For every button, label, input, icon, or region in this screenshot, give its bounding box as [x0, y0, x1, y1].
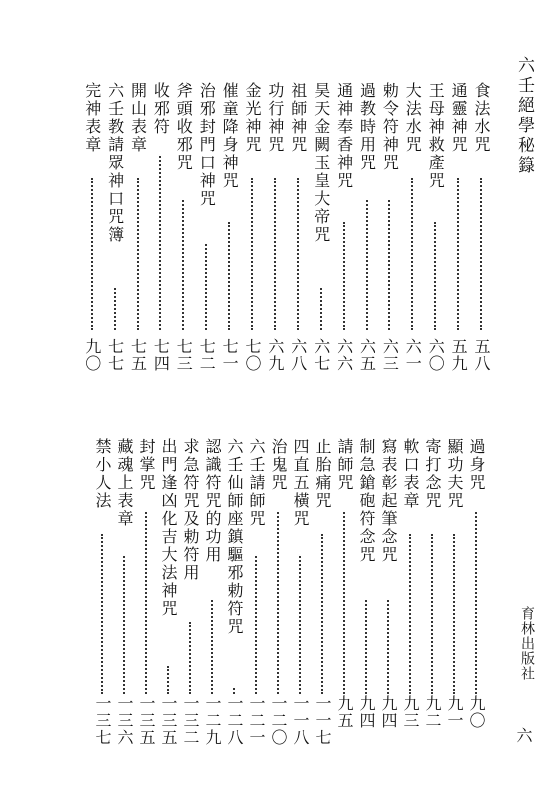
toc-entry-page: 九五 [335, 695, 354, 729]
toc-leader-dots [366, 200, 368, 330]
toc-entry-title: 王母神救產咒 [426, 82, 446, 190]
toc-entry-page: 六九 [265, 338, 285, 372]
toc-entry-page: 九四 [379, 695, 398, 729]
toc-entry-page: 六七 [311, 338, 331, 372]
toc-entry-title: 寫表彰起筆念咒 [379, 438, 398, 564]
toc-leader-dots [343, 512, 345, 694]
toc-entry-title: 藏魂上表章 [115, 438, 134, 528]
toc-entry-title: 顯功夫咒 [445, 438, 464, 510]
page-number: 六 [514, 727, 533, 743]
toc-entry-title: 治鬼咒 [269, 438, 288, 492]
toc-entry-title: 請師咒 [335, 438, 354, 492]
toc-entry-page: 六五 [357, 338, 377, 372]
toc-entry-title: 禁小人法 [93, 438, 112, 510]
toc-entry-title: 勅令符神咒 [380, 82, 400, 172]
toc-entry-page: 六〇 [426, 338, 446, 372]
toc-leader-dots [434, 222, 436, 330]
toc-entry-page: 一三七 [93, 695, 112, 746]
toc-leader-dots [228, 222, 230, 330]
toc-leader-dots [411, 178, 413, 330]
toc-entry-page: 一二九 [203, 695, 222, 746]
toc-entry-title: 功行神咒 [265, 82, 285, 154]
toc-leader-dots [205, 244, 207, 330]
toc-entry-page: 六一 [403, 338, 423, 372]
toc-leader-dots [343, 222, 345, 330]
toc-leader-dots [388, 200, 390, 330]
toc-entry-page: 一二八 [225, 695, 244, 746]
toc-entry-title: 大法水咒 [403, 82, 423, 154]
toc-leader-dots [123, 556, 125, 694]
toc-leader-dots [277, 512, 279, 694]
toc-leader-dots [457, 178, 459, 330]
toc-leader-dots [167, 666, 169, 694]
toc-leader-dots [91, 178, 93, 330]
toc-entry-page: 一一七 [313, 695, 332, 746]
toc-entry-title: 通靈神咒 [449, 82, 469, 154]
toc-leader-dots [299, 556, 301, 694]
toc-entry-title: 過身咒 [467, 438, 486, 492]
toc-entry-page: 一三二 [181, 695, 200, 746]
toc-entry-page: 一一八 [291, 695, 310, 746]
toc-entry-title: 六壬教請眾神口咒簿 [105, 82, 125, 244]
toc-entry-title: 求急符咒及勅符用 [181, 438, 200, 582]
toc-entry-page: 五九 [449, 338, 469, 372]
toc-entry-title: 寄打念咒 [423, 438, 442, 510]
toc-entry-title: 金光神咒 [243, 82, 262, 154]
toc-leader-dots [182, 200, 184, 330]
toc-leader-dots [251, 178, 253, 330]
toc-entry-title: 斧頭收邪咒 [174, 82, 194, 172]
toc-leader-dots [475, 512, 477, 694]
book-title: 六壬絕學秘籙 [514, 56, 534, 176]
toc-entry-page: 九〇 [82, 338, 102, 372]
toc-entry-page: 一二〇 [269, 695, 288, 746]
toc-entry-title: 完神表章 [82, 82, 102, 154]
toc-entry-title: 六壬仙師座鎮驅邪勅符咒 [225, 438, 244, 636]
toc-entry-page: 九〇 [467, 695, 486, 729]
toc-leader-dots [480, 178, 482, 330]
toc-leader-dots [233, 688, 235, 694]
toc-entry-title: 軟口表章 [401, 438, 420, 510]
toc-leader-dots [101, 534, 103, 694]
toc-entry-title: 制急鎗砲符念咒 [357, 438, 376, 564]
toc-leader-dots [453, 534, 455, 694]
toc-leader-dots [431, 534, 433, 694]
toc-entry-page: 九四 [357, 695, 376, 729]
toc-entry-page: 七三 [174, 338, 194, 372]
toc-entry-title: 四直五橫咒 [291, 438, 310, 528]
toc-leader-dots [321, 534, 323, 694]
toc-entry-page: 七二 [197, 338, 217, 372]
toc-leader-dots [255, 556, 257, 694]
toc-entry-title: 出門逢凶化吉大法神咒 [159, 438, 178, 618]
toc-leader-dots [137, 178, 139, 330]
toc-entry-title: 開山表章 [128, 82, 148, 154]
toc-entry-title: 過教時用咒 [357, 82, 377, 172]
toc-leader-dots [320, 288, 322, 330]
toc-entry-title: 治邪封門口神咒 [197, 82, 217, 208]
toc-leader-dots [387, 600, 389, 694]
toc-leader-dots [297, 178, 299, 330]
toc-leader-dots [274, 178, 276, 330]
toc-entry-page: 一二一 [247, 695, 266, 746]
toc-entry-page: 六六 [334, 338, 354, 372]
toc-leader-dots [145, 512, 147, 694]
toc-leader-dots [189, 622, 191, 694]
toc-entry-title: 六壬請師咒 [247, 438, 266, 528]
toc-entry-page: 六三 [380, 338, 400, 372]
toc-entry-page: 七一 [220, 338, 240, 372]
toc-entry-page: 六八 [288, 338, 308, 372]
toc-entry-page: 九三 [401, 695, 420, 729]
toc-entry-page: 五八 [472, 338, 491, 372]
toc-entry-title: 認識符咒的功用 [203, 438, 222, 564]
toc-entry-page: 九一 [445, 695, 464, 729]
toc-entry-title: 止胎痛咒 [313, 438, 332, 510]
toc-entry-title: 收邪符 [151, 82, 171, 136]
toc-leader-dots [159, 156, 161, 330]
toc-entry-title: 封掌咒 [137, 438, 156, 492]
toc-entry-title: 祖師神咒 [288, 82, 308, 154]
toc-entry-title: 通神奉香神咒 [334, 82, 354, 190]
toc-entry-page: 七〇 [243, 338, 262, 372]
toc-leader-dots [114, 288, 116, 330]
toc-entry-page: 一三五 [137, 695, 156, 746]
publisher-name: 育林出版社 [519, 606, 535, 681]
toc-leader-dots [409, 534, 411, 694]
toc-entry-title: 昊天金闕玉皇大帝咒 [311, 82, 331, 244]
toc-entry-page: 九二 [423, 695, 442, 729]
toc-leader-dots [365, 600, 367, 694]
toc-entry-title: 催童降身神咒 [220, 82, 240, 190]
toc-entry-page: 七五 [128, 338, 148, 372]
toc-entry-page: 七七 [105, 338, 125, 372]
toc-entry-page: 一三六 [115, 695, 134, 746]
toc-entry-page: 七四 [151, 338, 171, 372]
toc-entry-title: 食法水咒 [472, 82, 491, 154]
toc-entry-page: 一三五 [159, 695, 178, 746]
toc-leader-dots [211, 600, 213, 694]
